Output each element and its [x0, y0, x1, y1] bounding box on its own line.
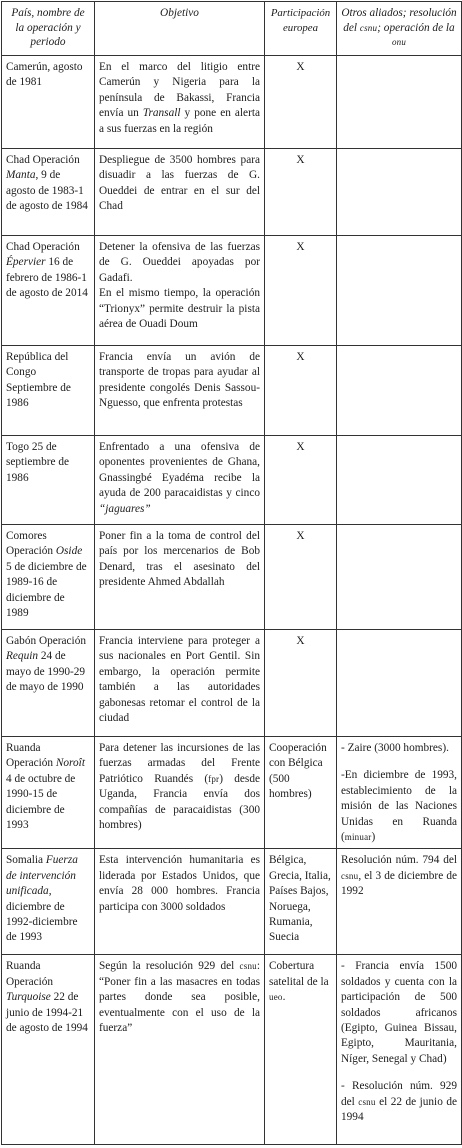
cell-european: Cooperación con Bélgica (500 hombres): [265, 737, 337, 849]
header-objective: Objetivo: [95, 2, 265, 56]
cell-european: X: [265, 525, 337, 630]
cell-european: X: [265, 630, 337, 737]
table-row: [2, 849, 462, 955]
cell-country: Comores Operación Oside 5 de diciembre de 1989-16 de diciembre de 1989: [2, 525, 95, 630]
cell-country: Camerún, agosto de 1981: [2, 56, 95, 149]
cell-other: [337, 149, 462, 236]
cell-country: Somalia Fuerza de intervención unificada, diciembre de 1992-diciembre de 1993: [2, 849, 95, 955]
cell-european: X: [265, 149, 337, 236]
cell-objective: Poner fin a la toma de control del país por los mercenarios de Bob Denard, tras el asesinato del presidente Ahmed Abdallah: [95, 525, 265, 630]
cell-objective: Según la resolución 929 del csnu: “Poner fin a las masacres en todas partes donde sea posible, eventualmente con el uso de la fuerza”: [95, 955, 265, 1145]
table-row: [2, 56, 462, 149]
cell-objective: Francia interviene para proteger a sus nacionales en Port Gentil. Sin embargo, la operación permite también a las autoridades gabonesas retomar el control de la ciudad: [95, 630, 265, 737]
table-row: [2, 436, 462, 525]
note-line: - Zaire (3000 hombres).: [341, 742, 449, 754]
cell-objective: Esta intervención humanitaria es liderada por Estados Unidos, que envía 28 000 hombres. Francia participa con 3000 soldados: [95, 849, 265, 955]
table-row: [2, 525, 462, 630]
cell-other: [337, 236, 462, 346]
cell-european: X: [265, 56, 337, 149]
cell-european: Cobertura satelital de la ueo.: [265, 955, 337, 1145]
cell-country: Gabón Operación Requin 24 de mayo de 1990-29 de mayo de 1990: [2, 630, 95, 737]
cell-objective: Enfrentado a una ofensiva de oponentes provenientes de Ghana, Gnassingbé Eyadéma recibe la ayuda de 200 paracaidistas y cinco “jaguares”: [95, 436, 265, 525]
table-row: [2, 737, 462, 849]
note-line: -En diciembre de 1993, establecimiento de la misión de las Naciones Unidas en Ruanda (minuar): [341, 769, 457, 844]
header-european-participation: Participación europea: [265, 2, 337, 56]
cell-other: [337, 955, 462, 1145]
table-row: [2, 955, 462, 1145]
cell-objective: En el marco del litigio entre Camerún y Nigeria para la península de Bakassi, Francia envía un Transall y pone en alerta a sus fuerzas en la región: [95, 56, 265, 149]
cell-other: [337, 849, 462, 955]
cell-objective: Francia envía un avión de transporte de tropas para ayudar al presidente congolés Denis Sassou-Nguesso, que enfrenta protestas: [95, 346, 265, 436]
table-row: [2, 149, 462, 236]
cell-european: X: [265, 436, 337, 525]
note-line: Resolución núm. 794 del csnu, el 3 de diciembre de 1992: [341, 854, 457, 898]
table-row: [2, 346, 462, 436]
table-row: [2, 236, 462, 346]
cell-other: [337, 346, 462, 436]
note-line: - Francia envía 1500 soldados y cuenta con la participación de 500 soldados africanos (Egipto, Guinea Bissau, Egipto, Mauritania, Níger, Senegal y Chad): [341, 960, 457, 1065]
cell-other: [337, 630, 462, 737]
header-other-allies: Otros aliados; resolución del csnu; operación de la onu: [337, 2, 462, 56]
interventions-table: [1, 1, 462, 1145]
cell-objective: Detener la ofensiva de las fuerzas de G. Oueddei apoyadas por Gadafi. En el mismo tiempo, la operación “Trionyx” permite destruir la pista aérea de Ouadi Doum: [95, 236, 265, 346]
cell-country: República del Congo Septiembre de 1986: [2, 346, 95, 436]
cell-objective: Para detener las incursiones de las fuerzas armadas del Frente Patriótico Ruandés (fpr) desde Uganda, Francia envía dos compañías de paracaidistas (300 hombres): [95, 737, 265, 849]
cell-other: [337, 56, 462, 149]
cell-country: Chad Operación Épervier 16 de febrero de 1986-1 de agosto de 2014: [2, 236, 95, 346]
cell-european: X: [265, 236, 337, 346]
cell-objective: Despliegue de 3500 hombres para disuadir a las fuerzas de G. Oueddei de entrar en el sur del Chad: [95, 149, 265, 236]
cell-european: Bélgica, Grecia, Italia, Países Bajos, Noruega, Rumania, Suecia: [265, 849, 337, 955]
cell-country: Togo 25 de septiembre de 1986: [2, 436, 95, 525]
cell-other: [337, 525, 462, 630]
cell-other: [337, 737, 462, 849]
table-row: [2, 630, 462, 737]
header-row: [2, 2, 462, 56]
header-country: País, nombre de la operación y periodo: [2, 2, 95, 56]
cell-other: [337, 436, 462, 525]
cell-country: Ruanda Operación Turquoise 22 de junio de 1994-21 de agosto de 1994: [2, 955, 95, 1145]
cell-country: Chad Operación Manta, 9 de agosto de 1983-1 de agosto de 1984: [2, 149, 95, 236]
cell-country: Ruanda Operación Noroît 4 de octubre de 1990-15 de diciembre de 1993: [2, 737, 95, 849]
cell-european: X: [265, 346, 337, 436]
note-line: - Resolución núm. 929 del csnu el 22 de junio de 1994: [341, 1080, 457, 1124]
